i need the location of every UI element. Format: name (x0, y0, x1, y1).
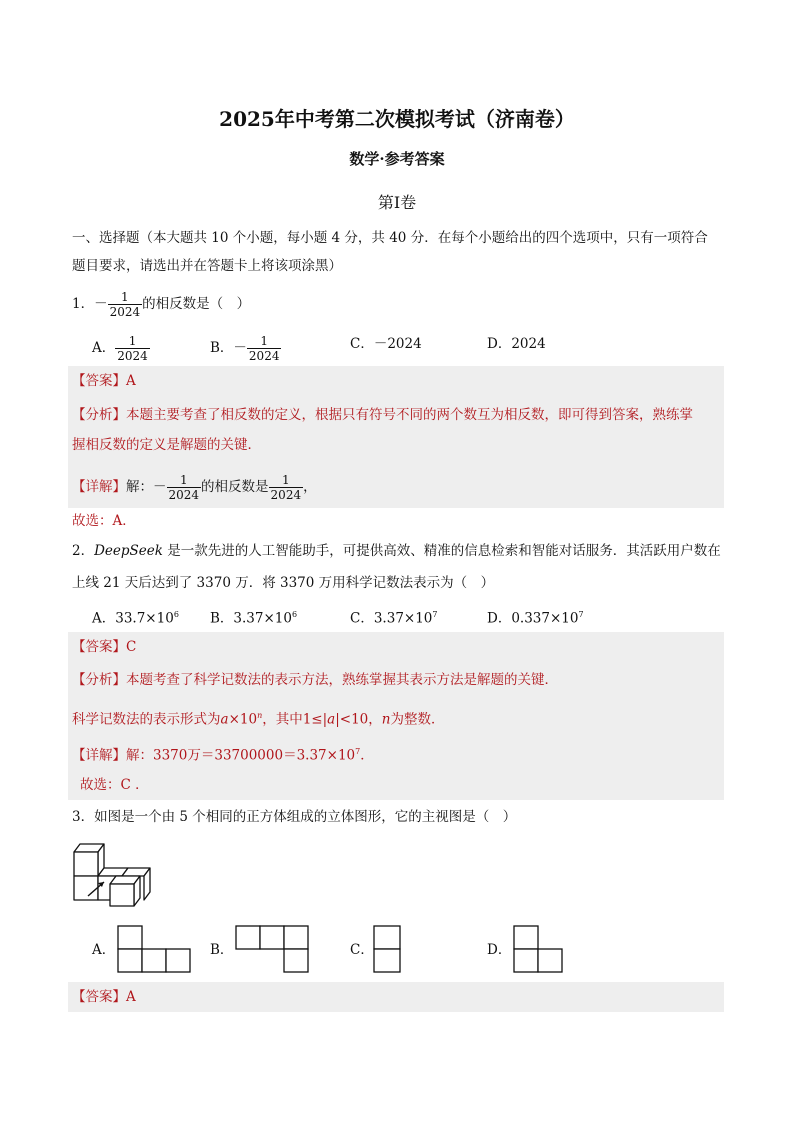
q1-detail: 【详解】解：－ $\frac{1}{2024}$ 的相反数是 $\frac{1}{2024}$ ， (72, 473, 317, 502)
section-intro-line2: 题目要求，请选出并在答题卡上将该项涂黑） (72, 258, 342, 274)
question-1-stem (72, 290, 250, 319)
section-intro-line1: 一、选择题（本大题共 10 个小题，每小题 4 分，共 40 分．在每个小题给出的四个选项中，只有一项符合 (72, 230, 708, 246)
q3-option-c-label: C． (350, 942, 374, 958)
q3-option-a-label: A． (92, 942, 116, 958)
q2-option-b: B．$3.37\times 10^6$ (210, 610, 298, 627)
q1-analysis-line2: 握相反数的定义是解题的关键． (72, 437, 261, 453)
question-3-stem: 3．如图是一个由 5 个相同的正方体组成的立体图形，它的主视图是（ ） (72, 809, 517, 825)
q2-analysis: 【分析】本题考查了科学记数法的表示方法，熟练掌握其表示方法是解题的关键． (72, 672, 558, 688)
question-2-line2: 上线 21 天后达到了 3370 万．将 3370 万用科学记数法表示为（ ） (72, 575, 495, 591)
q3-option-d-figure (512, 924, 566, 974)
question-text: 的相反数是（ ） (142, 296, 251, 312)
q2-sci-notation-form: 科学记数法的表示形式为$a\times 10^n$，其中1≤|a|<10，n为整数． (72, 711, 445, 728)
question-number: 1． (72, 296, 95, 312)
answer-tag: 【答案】 (72, 639, 126, 655)
detail-tag: 【详解】 (72, 747, 126, 764)
solid-figure-diagram (70, 840, 160, 910)
q1-choose: 故选：A． (72, 513, 136, 529)
q2-option-d: D．$0.337\times 10^7$ (487, 610, 584, 627)
answer-value: C (126, 639, 137, 655)
brand-name: DeepSeek (94, 543, 163, 559)
question-number: 2． (72, 543, 95, 559)
answer-tag: 【答案】 (72, 989, 126, 1005)
fraction: $\frac{1}{2024}$ (109, 290, 141, 319)
page-title: 2025年中考第二次模拟考试（济南卷） (219, 107, 575, 131)
minus-sign: － (94, 296, 108, 312)
q2-option-c: C．$3.37\times 10^7$ (350, 610, 438, 627)
q3-option-b-figure (234, 924, 312, 974)
q1-option-d: D．2024 (487, 336, 546, 352)
analysis-tag: 【分析】 (72, 407, 126, 423)
q1-option-b: B．－ $\frac{1}{2024}$ (210, 334, 280, 363)
answer-tag: 【答案】 (72, 373, 126, 389)
q3-answer-band (68, 982, 724, 1012)
q2-answer (72, 637, 136, 657)
q2-option-a: A．$33.7\times 10^6$ (92, 610, 179, 627)
q2-detail: 【详解】解：3370万$=33700000=3.37\times 10^7$． (72, 747, 374, 764)
answer-value: A (126, 373, 136, 389)
q3-option-d-label: D． (487, 942, 512, 958)
detail-tag: 【详解】 (72, 479, 126, 495)
question-2-line1: 2．DeepSeek 是一款先进的人工智能助手，可提供高效、精准的信息检索和智能对话服务．其活跃用户数在 (72, 543, 721, 559)
q1-answer (72, 371, 136, 391)
q3-option-b-label: B． (210, 942, 234, 958)
volume-label: 第Ⅰ卷 (377, 193, 417, 212)
page-subtitle: 数学·参考答案 (349, 150, 445, 168)
answer-value: A (126, 989, 136, 1005)
question-number: 3． (72, 809, 95, 825)
q3-option-c-figure (372, 924, 404, 974)
q2-choose: 故选：C ． (80, 777, 149, 793)
analysis-tag: 【分析】 (72, 672, 126, 688)
q1-analysis-line1: 【分析】本题主要考查了相反数的定义，根据只有符号不同的两个数互为相反数，即可得到答案，熟练掌 (72, 407, 693, 423)
q1-option-c: C．－2024 (350, 336, 422, 352)
q3-option-a-figure (116, 924, 194, 974)
q1-option-a: A． $\frac{1}{2024}$ (92, 334, 148, 363)
q3-answer (72, 987, 136, 1007)
